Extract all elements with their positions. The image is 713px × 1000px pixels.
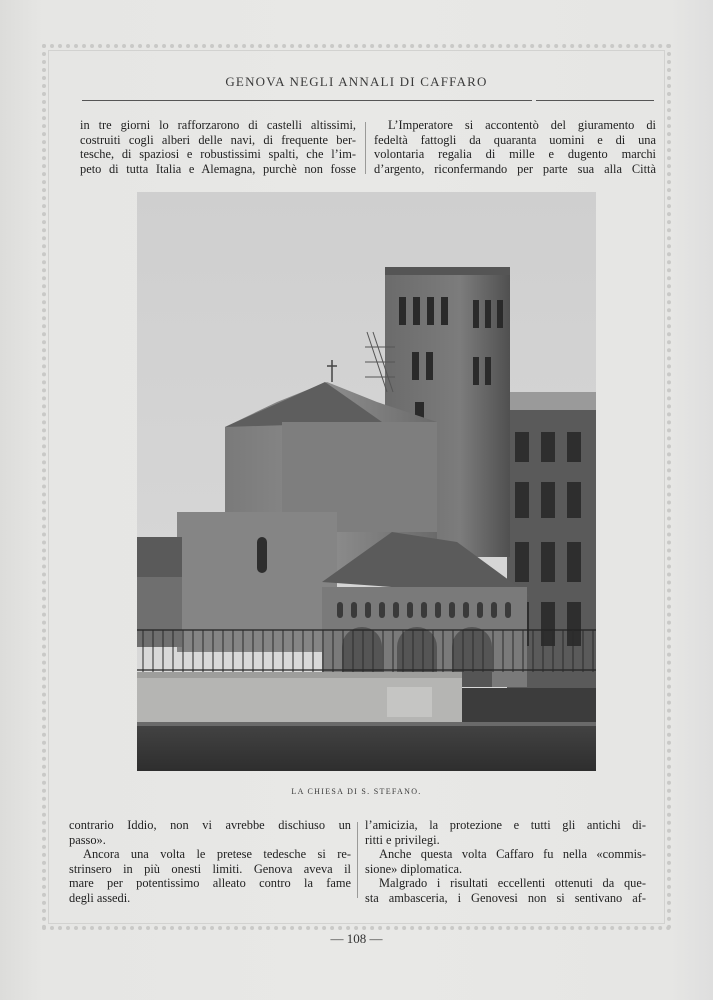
text-line: l’amicizia, la protezione e tutti gli antichi di- [365, 818, 646, 832]
text-line: L’Imperatore si accontentò del giuramento di [388, 118, 656, 132]
text-column-bottom-right [365, 818, 646, 906]
text-line: fedeltà fattogli da quaranta uomini e di una [374, 132, 656, 147]
text-line: degli assedi. [69, 890, 131, 905]
text-line: contrario Iddio, non vi avrebbe dischiuso un [69, 818, 351, 832]
column-divider [365, 122, 366, 174]
text-line: tesche, di spaziosi e robustissimi spalti, che l’im- [80, 147, 356, 162]
page-number: — 108 — [330, 931, 383, 946]
text-line: passo». [69, 832, 106, 847]
text-column-top-left [80, 118, 356, 176]
column-divider [357, 822, 358, 898]
running-head: GENOVA NEGLI ANNALI DI CAFFARO [225, 74, 488, 89]
text-line: Anche questa volta Caffaro fu nella «commis- [379, 847, 646, 862]
church-photograph [137, 192, 596, 771]
text-line: d’argento, riconfermando per parte sua alla Città [374, 161, 656, 176]
text-line: sta ambasceria, i Genovesi non si sentivano af- [365, 890, 646, 905]
head-rule-short [536, 100, 654, 101]
text-line: ritti e privilegi. [365, 832, 440, 847]
text-line: Ancora una volta le pretese tedesche si re- [83, 847, 351, 862]
text-line: mare per potentissimo alleato contro la fame [69, 876, 351, 891]
text-line: strinsero in più onesti limiti. Genova aveva il [69, 861, 351, 876]
text-line: Malgrado i risultati eccellenti ottenuti da que- [379, 876, 646, 891]
text-line: peto di tutta Italia e Alemagna, purchè non fosse [80, 161, 356, 176]
church-illustration [137, 192, 596, 771]
head-rule [82, 100, 532, 101]
text-line: in tre giorni lo rafforzarono di castelli altissimi, [80, 118, 356, 132]
text-line: costruiti cogli alberi delle navi, di frequente ber- [80, 132, 356, 147]
text-column-bottom-left [69, 818, 351, 906]
text-column-top-right [374, 118, 656, 176]
text-line: volontaria regalia di mille e dugento marchi [374, 147, 656, 162]
figure-caption: LA CHIESA DI S. STEFANO. [291, 787, 422, 796]
text-line: sione» diplomatica. [365, 861, 463, 876]
